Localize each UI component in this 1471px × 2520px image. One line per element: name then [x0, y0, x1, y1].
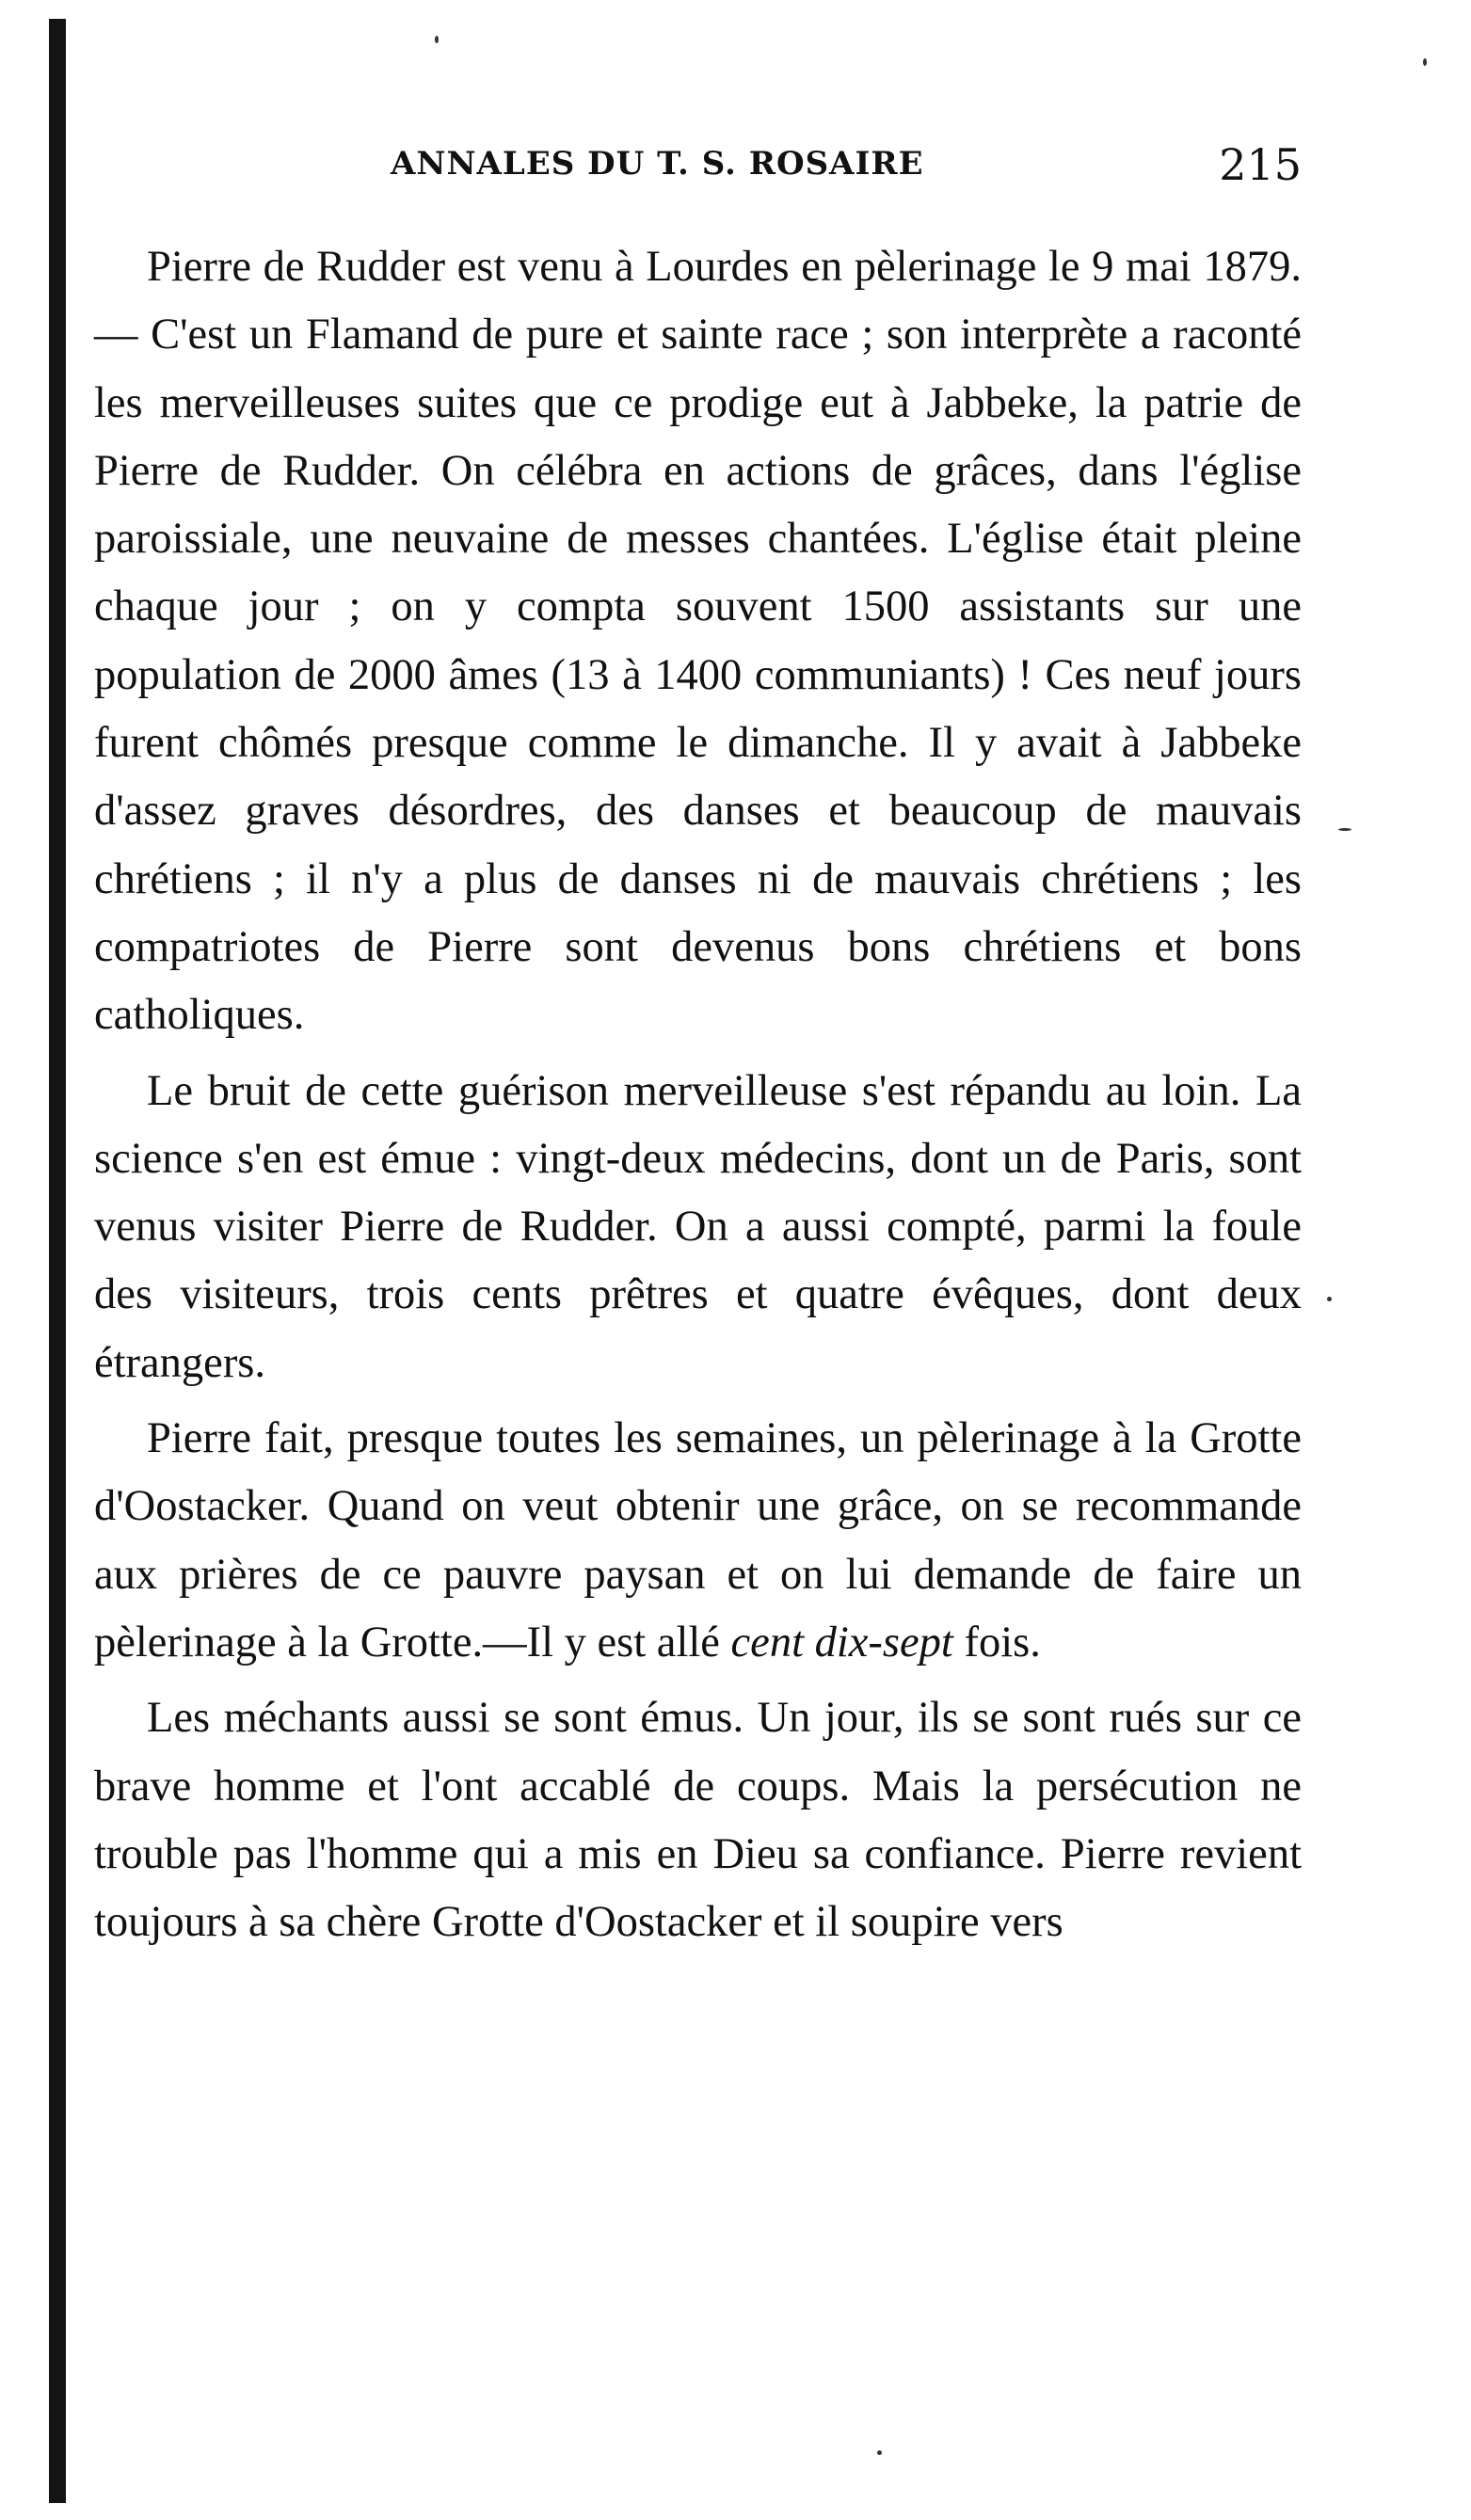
paragraph-4: Les méchants aussi se sont émus. Un jour, ils se sont rués sur ce brave homme et l'ont accablé de coups. Mais la persécution ne trouble pas l'homme qui a mis en Dieu sa confiance. Pierre revient toujours à sa chère Grotte d'Oostacker et il soupire vers — [94, 1694, 1302, 1947]
paragraph-3-tail: fois. — [952, 1618, 1041, 1667]
paragraph-2: Le bruit de cette guérison merveilleuse s'est répandu au loin. La science s'en est émue : vingt-deux médecins, dont un de Paris, sont venus visiter Pierre de Rudder. On a aussi compté, parmi la foule des visiteurs, trois cents prêtres et quatre évêques, dont deux étrangers. — [94, 1066, 1302, 1387]
paragraph-3-text: Pierre fait, presque toutes les semaines, un pèlerinage à la Grotte d'Oostacker. Quand on veut obtenir une grâce, on se recommande aux prières de ce pauvre paysan et on lui demande de faire un pèlerinage à la Grotte.—Il y est allé — [94, 1414, 1302, 1667]
paragraph-1: Pierre de Rudder est venu à Lourdes en pèlerinage le 9 mai 1879. — C'est un Flamand de pure et sainte race ; son interprète a raconté les merveilleuses suites que ce prodige eut à Jabbeke, la patrie de Pierre de Rudder. On célébra en actions de grâces, dans l'église paroissiale, une neuvaine de messes chantées. L'église était pleine chaque jour ; on y compta souvent 1500 assistants sur une population de 2000 âmes (13 à 1400 communiants) ! Ces neuf jours furent chômés presque comme le dimanche. Il y avait à Jabbeke d'assez graves désordres, des danses et beaucoup de mauvais chrétiens ; il n'y a plus de danses ni de mauvais chrétiens ; les compatriotes de Pierre sont devenus bons chrétiens et bons catholiques. — [94, 243, 1302, 1040]
binding-edge — [49, 19, 66, 2503]
scan-speck — [1338, 828, 1351, 831]
paragraph-3 — [94, 1405, 1302, 1677]
page-number: 215 — [1219, 139, 1302, 190]
scan-speck — [877, 2450, 882, 2455]
scan-speck — [435, 36, 439, 43]
scan-speck — [1327, 1297, 1332, 1301]
scan-speck — [1423, 58, 1427, 66]
page-header — [94, 139, 1302, 196]
body-text — [94, 233, 1302, 1964]
running-title: ANNALES DU T. S. ROSAIRE — [391, 145, 924, 183]
paragraph-3-italic: cent dix-sept — [730, 1618, 953, 1667]
